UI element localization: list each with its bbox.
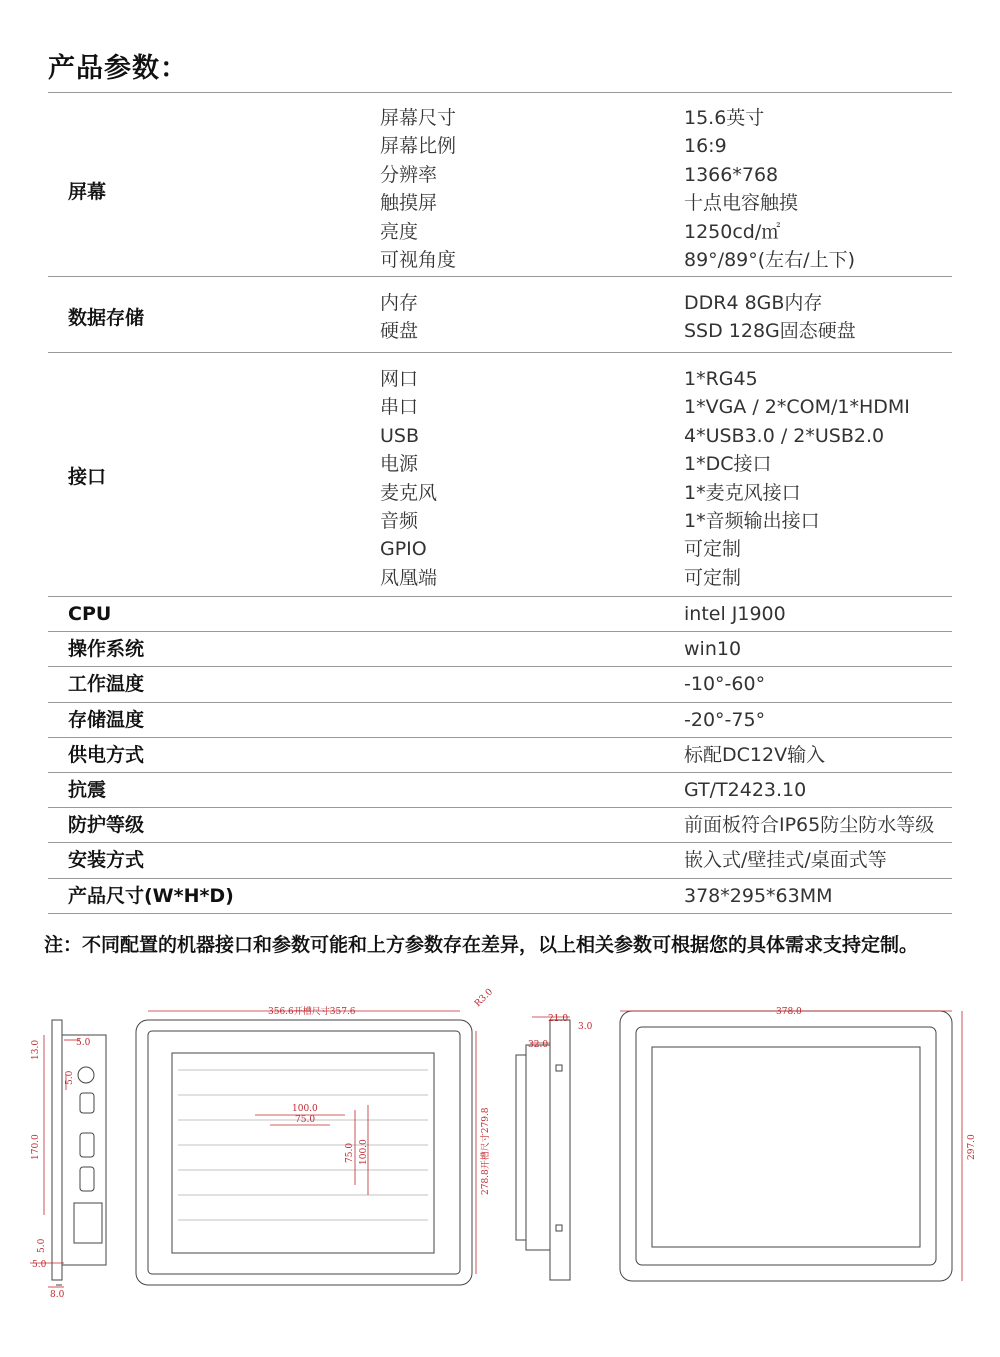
spec-item-name: 亮度	[380, 220, 419, 243]
side-dim-5c: 5.0	[32, 1260, 47, 1270]
back-view-dims	[148, 1011, 476, 1274]
side2-dim-32: 32.0	[528, 1040, 549, 1050]
spec-row-label: 抗震	[68, 778, 107, 801]
spec-item	[380, 161, 952, 189]
spec-group	[48, 353, 952, 597]
side-dim-8: 8.0	[50, 1290, 65, 1300]
spec-item-name: 内存	[380, 292, 419, 314]
spec-row-label: 工作温度	[68, 673, 145, 696]
spec-item-value: 十点电容触摸	[684, 192, 799, 215]
spec-item-value: 1*RG45	[684, 368, 758, 390]
spec-group	[48, 277, 952, 353]
spec-item-name: 电源	[380, 453, 419, 476]
spec-item-name: GPIO	[380, 538, 427, 561]
spec-item-value: 15.6英寸	[684, 107, 765, 129]
front-view	[620, 1011, 952, 1281]
spec-item-value: DDR4 8GB内存	[684, 292, 823, 314]
spec-item-value: 89°/89°(左右/上下)	[684, 248, 855, 271]
spec-item-name: 网口	[380, 368, 419, 390]
spec-group-items	[380, 365, 952, 592]
spec-item	[380, 422, 952, 450]
spec-item-value: 1*麦克风接口	[684, 481, 801, 504]
spec-item-name: 触摸屏	[380, 192, 438, 215]
spec-item	[380, 365, 952, 393]
spec-row-value: -10°-60°	[684, 673, 766, 696]
spec-item	[380, 246, 952, 274]
front-view-dims	[620, 1011, 962, 1281]
side-view-left	[52, 1020, 106, 1285]
side-view-right	[516, 1020, 570, 1280]
spec-item-value: 可定制	[684, 538, 742, 561]
customization-note: 注：不同配置的机器接口和参数可能和上方参数存在差异，以上相关参数可根据您的具体需求支持定制。	[44, 934, 919, 956]
spec-row-label: CPU	[68, 603, 112, 625]
spec-row-value: intel J1900	[684, 603, 786, 625]
spec-item	[380, 535, 952, 563]
side2-dim-21: 21.0	[548, 1014, 569, 1024]
spec-row-value: 前面板符合IP65防尘防水等级	[684, 814, 935, 837]
spec-item	[380, 564, 952, 592]
spec-item-name: 分辨率	[380, 163, 438, 186]
spec-item-name: 硬盘	[380, 320, 419, 343]
spec-group-label: 接口	[68, 466, 107, 488]
spec-item	[380, 104, 952, 132]
spec-item	[380, 132, 952, 160]
spec-group-label: 屏幕	[68, 181, 107, 203]
spec-item	[380, 479, 952, 507]
side-dim-5a: 5.0	[65, 1070, 75, 1085]
spec-row	[48, 632, 952, 667]
spec-row-label: 安装方式	[68, 849, 145, 872]
spec-item	[380, 450, 952, 478]
spec-item-name: 屏幕比例	[380, 135, 457, 158]
side-dim-170: 170.0	[31, 1134, 41, 1160]
spec-row	[48, 703, 952, 738]
side-dim-5b: 5.0	[37, 1238, 47, 1253]
spec-group-label: 数据存储	[68, 307, 145, 329]
spec-item	[380, 289, 952, 317]
spec-row-label: 供电方式	[68, 743, 145, 766]
spec-group-items	[380, 289, 952, 346]
spec-item-value: 1*DC接口	[684, 453, 772, 476]
spec-item-name: USB	[380, 424, 420, 447]
spec-row	[48, 738, 952, 773]
back-dim-75v: 75.0	[345, 1142, 355, 1163]
spec-row	[48, 879, 952, 914]
spec-group-items	[380, 104, 952, 274]
spec-row-value: GT/T2423.10	[684, 778, 807, 801]
spec-item	[380, 317, 952, 345]
back-dim-100v: 100.0	[359, 1139, 369, 1165]
spec-item-value: SSD 128G固态硬盘	[684, 320, 856, 343]
dimension-drawings	[0, 985, 1000, 1305]
spec-row	[48, 773, 952, 808]
front-dim-height: 297.0	[967, 1134, 977, 1160]
page-title: 产品参数：	[48, 53, 188, 84]
spec-item-name: 音频	[380, 509, 419, 532]
spec-row-value: -20°-75°	[684, 708, 766, 731]
spec-item-value: 可定制	[684, 566, 742, 589]
spec-item-name: 屏幕尺寸	[380, 107, 457, 129]
spec-item-value: 16:9	[684, 135, 727, 158]
spec-row-label: 存储温度	[68, 708, 145, 731]
spec-row-label: 操作系统	[68, 638, 145, 661]
side-dim-13: 13.0	[31, 1039, 41, 1060]
back-dim-100h: 100.0	[292, 1104, 318, 1114]
spec-group	[48, 92, 952, 277]
side2-dim-3: 3.0	[578, 1022, 593, 1032]
spec-row	[48, 843, 952, 878]
spec-row-value: win10	[684, 638, 742, 661]
spec-item-name: 凤凰端	[380, 566, 438, 589]
spec-row	[48, 808, 952, 843]
spec-item	[380, 218, 952, 246]
back-dim-cutout-height: 278.8开槽尺寸279.8	[481, 1107, 491, 1195]
spec-row-label: 防护等级	[68, 814, 145, 837]
spec-item-name: 可视角度	[380, 248, 457, 271]
spec-item-value: 1250cd/㎡	[684, 220, 781, 243]
spec-row-value: 标配DC12V输入	[684, 743, 826, 766]
back-view	[136, 1020, 472, 1285]
spec-item-name: 串口	[380, 396, 419, 419]
spec-row	[48, 597, 952, 632]
spec-item	[380, 189, 952, 217]
spec-item-name: 麦克风	[380, 481, 438, 504]
front-dim-width: 378.0	[776, 1007, 802, 1017]
back-dim-75h: 75.0	[295, 1115, 316, 1125]
spec-table	[48, 92, 952, 914]
spec-item	[380, 507, 952, 535]
side-dim-top: 5.0	[76, 1038, 91, 1048]
spec-item	[380, 393, 952, 421]
spec-row-value: 378*295*63MM	[684, 884, 833, 907]
spec-row	[48, 667, 952, 702]
back-dim-cutout-width: 356.6开槽尺寸357.6	[268, 1007, 356, 1017]
spec-item-value: 1366*768	[684, 163, 779, 186]
spec-item-value: 1*VGA / 2*COM/1*HDMI	[684, 396, 910, 419]
back-dim-radius: R3.0	[473, 987, 496, 1010]
spec-item-value: 1*音频输出接口	[684, 509, 820, 532]
spec-item-value: 4*USB3.0 / 2*USB2.0	[684, 424, 885, 447]
spec-row-value: 嵌入式/壁挂式/桌面式等	[684, 849, 887, 872]
spec-row-label: 产品尺寸(W*H*D)	[68, 884, 234, 907]
